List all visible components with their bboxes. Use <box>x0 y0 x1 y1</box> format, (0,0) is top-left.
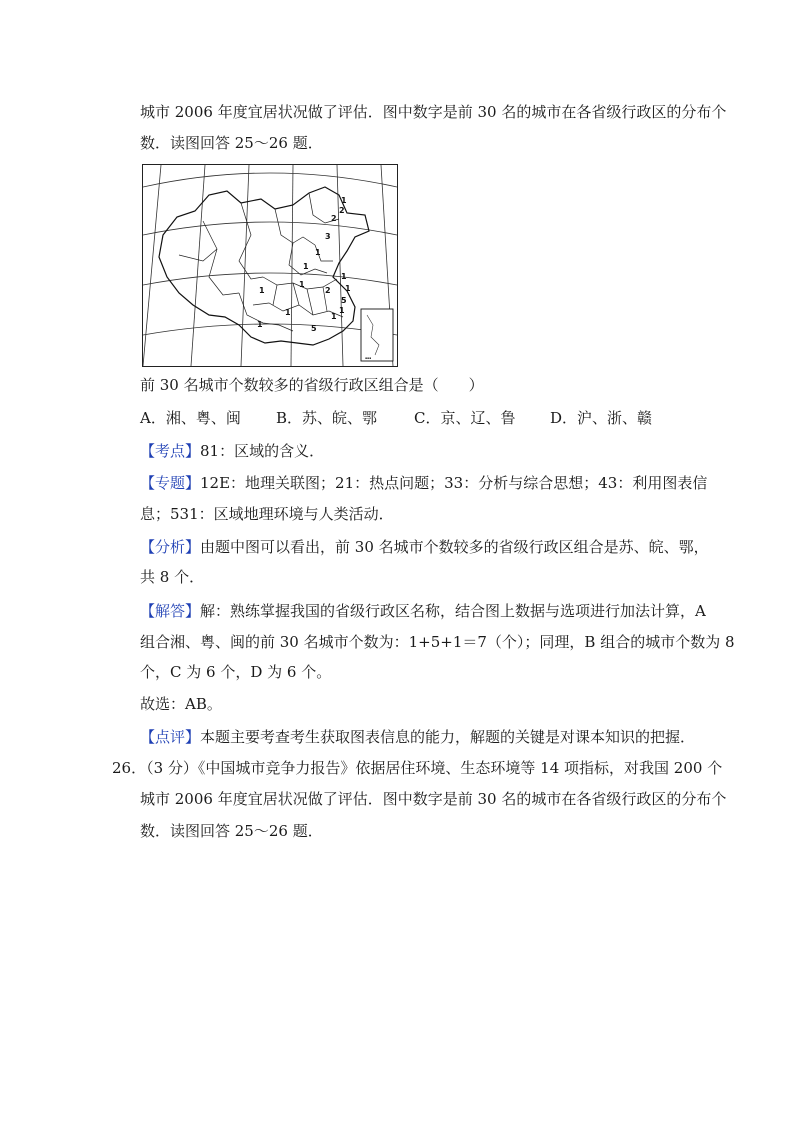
map-number: 1 <box>341 272 347 281</box>
option-c: C．京、辽、鲁 <box>414 409 516 427</box>
map-number: 1 <box>345 284 351 293</box>
svg-text:▪▪▪: ▪▪▪ <box>365 356 372 360</box>
zhuanti-line-1 <box>140 473 707 493</box>
china-map-figure <box>142 164 398 367</box>
map-number: 1 <box>331 312 337 321</box>
map-number: 3 <box>325 232 331 241</box>
zhuanti-tag: 【专题】 <box>140 474 201 492</box>
map-number: 1 <box>257 320 263 329</box>
fenxi-tag: 【分析】 <box>140 538 201 556</box>
zhuanti-text-1: 12E：地理关联图；21：热点问题；33：分析与综合思想；43：利用图表信 <box>200 474 708 492</box>
jieda-line-2: 组合湘、粤、闽的前 30 名城市个数为：1+5+1＝7（个）；同理，B 组合的城市个数为 8 <box>140 633 735 651</box>
jieda-tag: 【解答】 <box>140 602 201 620</box>
map-number: 1 <box>303 262 309 271</box>
dianping-text: 本题主要考查考生获取图表信息的能力，解题的关键是对课本知识的把握． <box>200 728 696 746</box>
dianping-tag: 【点评】 <box>140 728 201 746</box>
q26-line-1 <box>112 758 722 778</box>
q26-text-1: （3 分）《中国城市竞争力报告》依据居住环境、生态环境等 14 项指标，对我国 200 个 <box>146 759 723 777</box>
map-number: 2 <box>325 286 331 295</box>
map-number: 1 <box>315 248 321 257</box>
question-stem: 前 30 名城市个数较多的省级行政区组合是（ ） <box>140 376 484 394</box>
map-number: 5 <box>311 324 317 333</box>
fenxi-line-2: 共 8 个． <box>140 568 205 586</box>
zhuanti-line-2: 息；531：区域地理环境与人类活动． <box>140 505 394 523</box>
map-number: 5 <box>341 296 347 305</box>
intro-line-1: 城市 2006 年度宜居状况做了评估．图中数字是前 30 名的城市在各省级行政区的分布个 <box>140 103 727 121</box>
map-number: 2 <box>331 214 337 223</box>
q26-number: 26． <box>112 759 147 777</box>
jieda-line-1 <box>140 601 706 621</box>
jieda-text-1: 解：熟练掌握我国的省级行政区名称，结合图上数据与选项进行加法计算，A <box>200 602 706 620</box>
option-d: D．沪、浙、赣 <box>550 409 653 427</box>
dianping-line <box>140 727 695 747</box>
jieda-answer: 故选：AB。 <box>140 695 222 713</box>
option-b: B．苏、皖、鄂 <box>276 409 378 427</box>
kaodian-tag: 【考点】 <box>140 442 201 460</box>
jieda-line-3: 个，C 为 6 个，D 为 6 个。 <box>140 663 332 681</box>
map-number: 1 <box>339 306 345 315</box>
map-number: 2 <box>339 206 345 215</box>
fenxi-line-1 <box>140 537 709 557</box>
map-number-labels <box>257 196 351 333</box>
fenxi-text-1: 由题中图可以看出，前 30 名城市个数较多的省级行政区组合是苏、皖、鄂， <box>200 538 709 556</box>
map-number: 1 <box>285 308 291 317</box>
map-number: 1 <box>259 286 265 295</box>
kaodian-text: 81：区域的含义． <box>200 442 325 460</box>
kaodian-line <box>140 441 324 461</box>
q26-line-3: 数．读图回答 25～26 题． <box>140 822 323 840</box>
map-number: 1 <box>299 280 305 289</box>
map-number: 1 <box>341 196 347 205</box>
option-a: A．湘、粤、闽 <box>140 409 241 427</box>
q26-line-2: 城市 2006 年度宜居状况做了评估．图中数字是前 30 名的城市在各省级行政区的分布个 <box>140 790 727 808</box>
intro-line-2: 数．读图回答 25～26 题． <box>140 134 323 152</box>
